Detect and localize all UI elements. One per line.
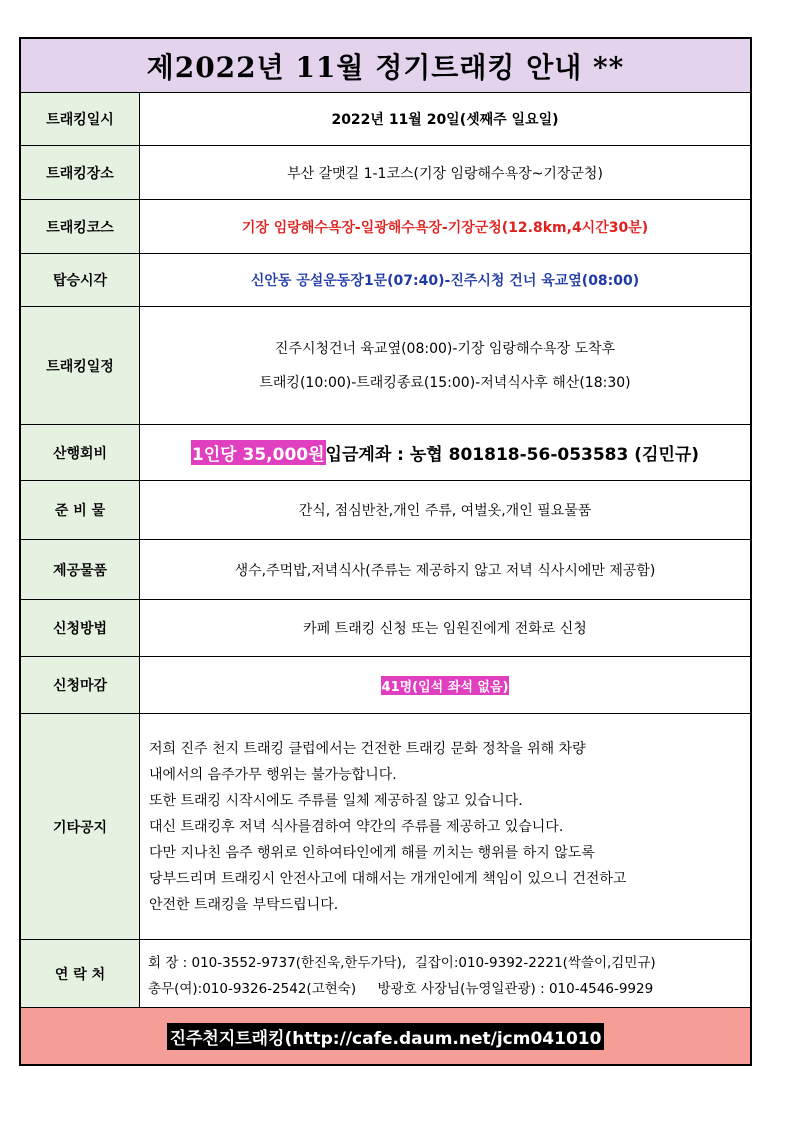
notice-line: 다만 지나친 음주 행위로 인하여타인에게 해를 끼치는 행위를 하지 않도록 bbox=[149, 845, 595, 861]
value-provided: 생수,주먹밥,저녁식사(주류는 제공하지 않고 저녁 식사시에만 제공함) bbox=[234, 562, 656, 579]
schedule-line-2: 트래킹(10:00)-트래킹종료(15:00)-저녁식사후 해산(18:30) bbox=[259, 374, 631, 391]
page-title: 제2022년 11월 정기트래킹 안내 ** bbox=[21, 39, 750, 93]
fee-amount-highlight: 1인당 35,000원 bbox=[191, 440, 326, 465]
value-course: 기장 임랑해수욕장-일광해수욕장-기장군청(12.8km,4시간30분) bbox=[241, 219, 649, 236]
row-schedule bbox=[21, 307, 750, 425]
value-deadline bbox=[140, 657, 750, 713]
value-apply: 카페 트래킹 신청 또는 임원진에게 전화로 신청 bbox=[303, 621, 587, 637]
value-prep: 간식, 점심반찬,개인 주류, 여벌옷,개인 필요물품 bbox=[298, 503, 592, 519]
notice-line: 또한 트래킹 시작시에도 주류를 일체 제공하질 않고 있습니다. bbox=[149, 793, 523, 809]
label-notice: 기타공지 bbox=[21, 714, 140, 939]
row-fee bbox=[21, 425, 750, 481]
row-date bbox=[21, 93, 750, 146]
label-place: 트래킹장소 bbox=[21, 146, 140, 199]
row-deadline bbox=[21, 657, 750, 714]
value-contact bbox=[140, 940, 750, 1007]
row-notice bbox=[21, 714, 750, 940]
footer-banner bbox=[21, 1008, 750, 1064]
fee-account: 입금계좌 : 농협 801818-56-053583 (김민규) bbox=[325, 445, 700, 465]
notice-line: 당부드리며 트래킹시 안전사고에 대해서는 개개인에게 책임이 있으니 건전하고 bbox=[149, 871, 627, 887]
schedule-line-1: 진주시청건너 육교옆(08:00)-기장 임랑해수욕장 도착후 bbox=[274, 340, 616, 357]
label-prep: 준 비 물 bbox=[21, 481, 140, 539]
row-boarding bbox=[21, 254, 750, 307]
contact-line-1: 회 장 : 010-3552-9737(한진욱,한두가닥), 길잡이:010-9392-2221(싹쓸이,김민규) bbox=[148, 955, 656, 971]
value-schedule bbox=[140, 307, 750, 424]
row-place bbox=[21, 146, 750, 200]
row-prep bbox=[21, 481, 750, 540]
value-date: 2022년 11월 20일(셋째주 일요일) bbox=[331, 112, 559, 128]
label-schedule: 트래킹일정 bbox=[21, 307, 140, 424]
row-provided bbox=[21, 540, 750, 600]
label-date: 트래킹일시 bbox=[21, 93, 140, 145]
label-provided: 제공물품 bbox=[21, 540, 140, 599]
value-boarding: 신안동 공설운동장1문(07:40)-진주시청 건너 육교옆(08:00) bbox=[250, 273, 640, 289]
notice-document bbox=[19, 37, 752, 1066]
notice-line: 내에서의 음주가무 행위는 불가능합니다. bbox=[149, 767, 397, 783]
label-deadline: 신청마감 bbox=[21, 657, 140, 713]
contact-line-2: 총무(여):010-9326-2542(고현숙) 방광호 사장님(뉴영일관광) : 010-4546-9929 bbox=[148, 981, 654, 997]
notice-line: 저희 진주 천지 트래킹 클럽에서는 건전한 트래킹 문화 정착을 위해 차량 bbox=[149, 741, 586, 757]
notice-line: 대신 트래킹후 저녁 식사를겸하여 약간의 주류를 제공하고 있습니다. bbox=[149, 819, 564, 835]
label-apply: 신청방법 bbox=[21, 600, 140, 656]
row-course bbox=[21, 200, 750, 254]
label-fee: 산행회비 bbox=[21, 425, 140, 480]
label-boarding: 탑승시각 bbox=[21, 254, 140, 306]
notice-line: 안전한 트래킹을 부탁드립니다. bbox=[149, 897, 339, 913]
value-fee bbox=[140, 425, 750, 480]
value-place: 부산 갈맷길 1-1코스(기장 임랑해수욕장~기장군청) bbox=[287, 165, 603, 182]
row-contact bbox=[21, 940, 750, 1008]
label-course: 트래킹코스 bbox=[21, 200, 140, 253]
value-notice bbox=[140, 714, 750, 939]
deadline-highlight: 41명(입석 좌석 없음) bbox=[381, 676, 510, 695]
label-contact: 연 락 처 bbox=[21, 940, 140, 1007]
row-apply bbox=[21, 600, 750, 657]
footer-cafe-link[interactable]: 진주천지트래킹(http://cafe.daum.net/jcm041010 bbox=[167, 1023, 605, 1050]
